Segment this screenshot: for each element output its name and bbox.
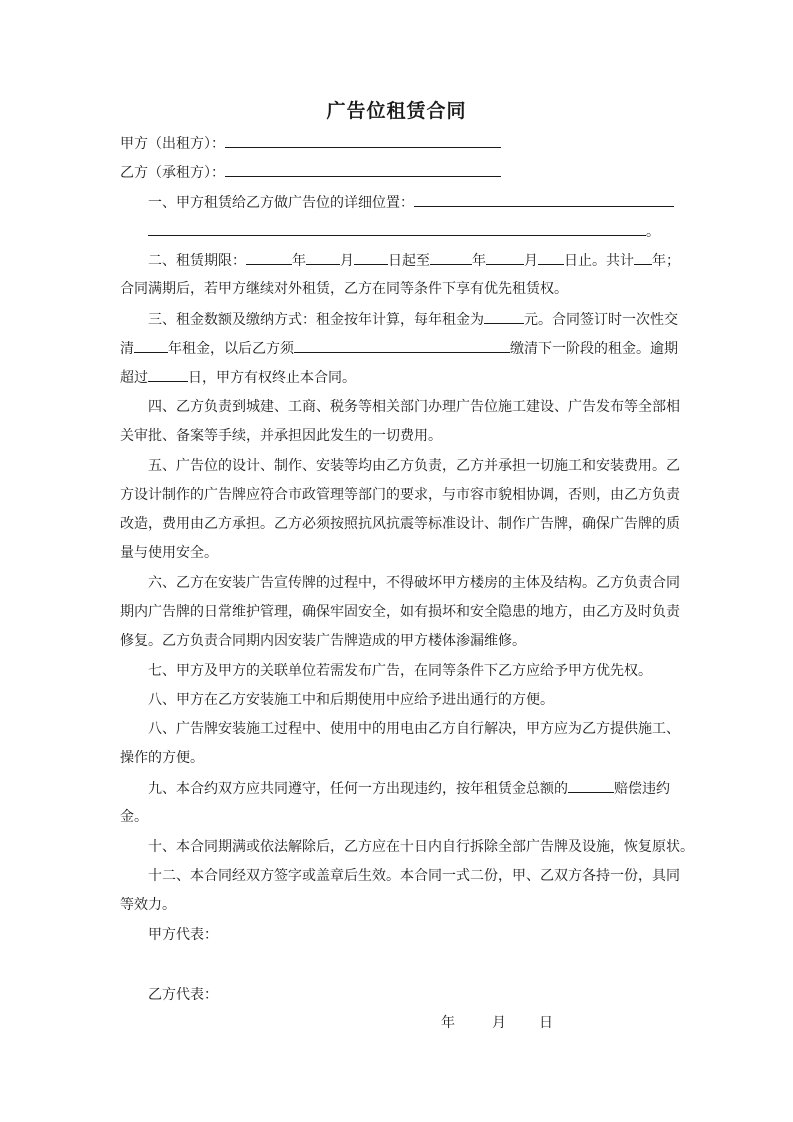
party-b-label: 乙方（承租方）： — [120, 165, 225, 181]
start-year-blank[interactable] — [246, 250, 292, 265]
clause-9-line-1 — [148, 778, 670, 799]
end-month-blank[interactable] — [486, 250, 524, 265]
prepaid-years-blank[interactable] — [134, 338, 168, 353]
clause-9-text: 九、本合约双方应共同遵守，任何一方出现违约，按年租赁金总额的 — [148, 781, 568, 797]
clause-10: 十、本合同期满或依法解除后，乙方应在十日内自行拆除全部广告牌及设施，恢复原状。 — [148, 839, 694, 855]
clause-2-line-2: 合同满期后，若甲方继续对外租赁，乙方在同等条件下享有优先租赁权。 — [120, 281, 568, 297]
date-month: 月 — [492, 1015, 506, 1031]
party-b-representative: 乙方代表： — [148, 987, 218, 1003]
date-day: 日 — [539, 1015, 553, 1031]
annual-rent-blank[interactable] — [484, 309, 524, 324]
year-text: 年 — [472, 253, 486, 269]
clause-1-end: 。 — [646, 224, 660, 240]
clause-3-l2a: 清 — [120, 341, 134, 357]
clause-3-line-1 — [148, 309, 678, 330]
penalty-rate-blank[interactable] — [568, 778, 614, 793]
party-a-label: 甲方（出租方）： — [120, 136, 225, 152]
clause-3-mid: 元。合同签订时一次性交 — [524, 312, 678, 328]
clause-8a: 八、甲方在乙方安装施工中和后期使用中应给予进出通行的方便。 — [148, 692, 554, 708]
clause-4-line-2: 关审批、备案等手续，并承担因此发生的一切费用。 — [120, 428, 442, 444]
clause-3-l2c: 缴清下一阶段的租金。逾期 — [510, 341, 678, 357]
clause-12-line-2: 等效力。 — [120, 897, 176, 913]
clause-6-line-2: 期内广告牌的日常维护管理，确保牢固安全，如有损坏和安全隐患的地方，由乙方及时负责 — [120, 604, 680, 620]
clause-3-l3a: 超过 — [120, 370, 148, 386]
location-blank-1[interactable] — [414, 192, 674, 207]
clause-3-prefix: 三、租金数额及缴纳方式：租金按年计算，每年租金为 — [148, 312, 484, 328]
clause-5-line-2: 方设计制作的广告牌应符合市政管理等部门的要求，与市容市貌相协调，否则，由乙方负责 — [120, 487, 680, 503]
clause-5-line-4: 量与使用安全。 — [120, 545, 218, 561]
clause-7: 七、甲方及甲方的关联单位若需发布广告，在同等条件下乙方应给予甲方优先权。 — [148, 663, 652, 679]
party-b-blank[interactable] — [225, 162, 501, 177]
clause-1-line-2 — [148, 221, 660, 242]
start-day-blank[interactable] — [354, 250, 388, 265]
clause-6-line-3: 修复。乙方负责合同期内因安装广告牌造成的甲方楼体渗漏维修。 — [120, 633, 526, 649]
date-year: 年 — [441, 1015, 455, 1031]
clause-3-l3b: 日，甲方有权终止本合同。 — [188, 370, 356, 386]
total-years-blank[interactable] — [634, 250, 652, 265]
month-text: 月 — [340, 253, 354, 269]
location-blank-2[interactable] — [148, 221, 646, 236]
end-year-blank[interactable] — [430, 250, 472, 265]
clause-8b-line-2: 操作的方便。 — [120, 750, 204, 766]
year-text: 年 — [292, 253, 306, 269]
document-title: 广告位租赁合同 — [326, 100, 467, 122]
clause-9-line-2: 金。 — [120, 809, 148, 825]
payment-deadline-blank[interactable] — [294, 338, 510, 353]
clause-3-line-3 — [120, 367, 356, 388]
end-day-blank[interactable] — [538, 250, 564, 265]
clause-12-line-1: 十二、本合同经双方签字或盖章后生效。本合同一式二份，甲、乙双方各持一份，具同 — [148, 868, 680, 884]
clause-2-line-1 — [148, 250, 680, 271]
clause-6-line-1: 六、乙方在安装广告宣传牌的过程中，不得破坏甲方楼房的主体及结构。乙方负责合同 — [148, 575, 680, 591]
party-a-blank[interactable] — [225, 133, 501, 148]
party-a-representative: 甲方代表： — [148, 927, 218, 943]
clause-9-tail: 赔偿违约 — [614, 781, 670, 797]
party-b-line — [120, 162, 501, 183]
year-end-text: 年； — [652, 253, 680, 269]
clause-3-l2b: 年租金，以后乙方须 — [168, 341, 294, 357]
clause-5-line-1: 五、广告位的设计、制作、安装等均由乙方负责，乙方并承担一切施工和安装费用。乙 — [148, 458, 680, 474]
clause-5-line-3: 改造，费用由乙方承担。乙方必须按照抗风抗震等标准设计、制作广告牌，确保广告牌的质 — [120, 516, 680, 532]
clause-1-line-1 — [148, 192, 674, 213]
overdue-days-blank[interactable] — [148, 367, 188, 382]
month-text: 月 — [524, 253, 538, 269]
clause-1-text: 一、甲方租赁给乙方做广告位的详细位置： — [148, 195, 414, 211]
clause-4-line-1: 四、乙方负责到城建、工商、税务等相关部门办理广告位施工建设、广告发布等全部相 — [148, 399, 680, 415]
clause-2-prefix: 二、租赁期限： — [148, 253, 246, 269]
start-month-blank[interactable] — [306, 250, 340, 265]
end-day-text: 日止。共计 — [564, 253, 634, 269]
clause-8b-line-1: 八、广告牌安装施工过程中、使用中的用电由乙方自行解决，甲方应为乙方提供施工、 — [148, 721, 680, 737]
party-a-line — [120, 133, 501, 154]
start-day-text: 日起至 — [388, 253, 430, 269]
clause-3-line-2 — [120, 338, 678, 359]
